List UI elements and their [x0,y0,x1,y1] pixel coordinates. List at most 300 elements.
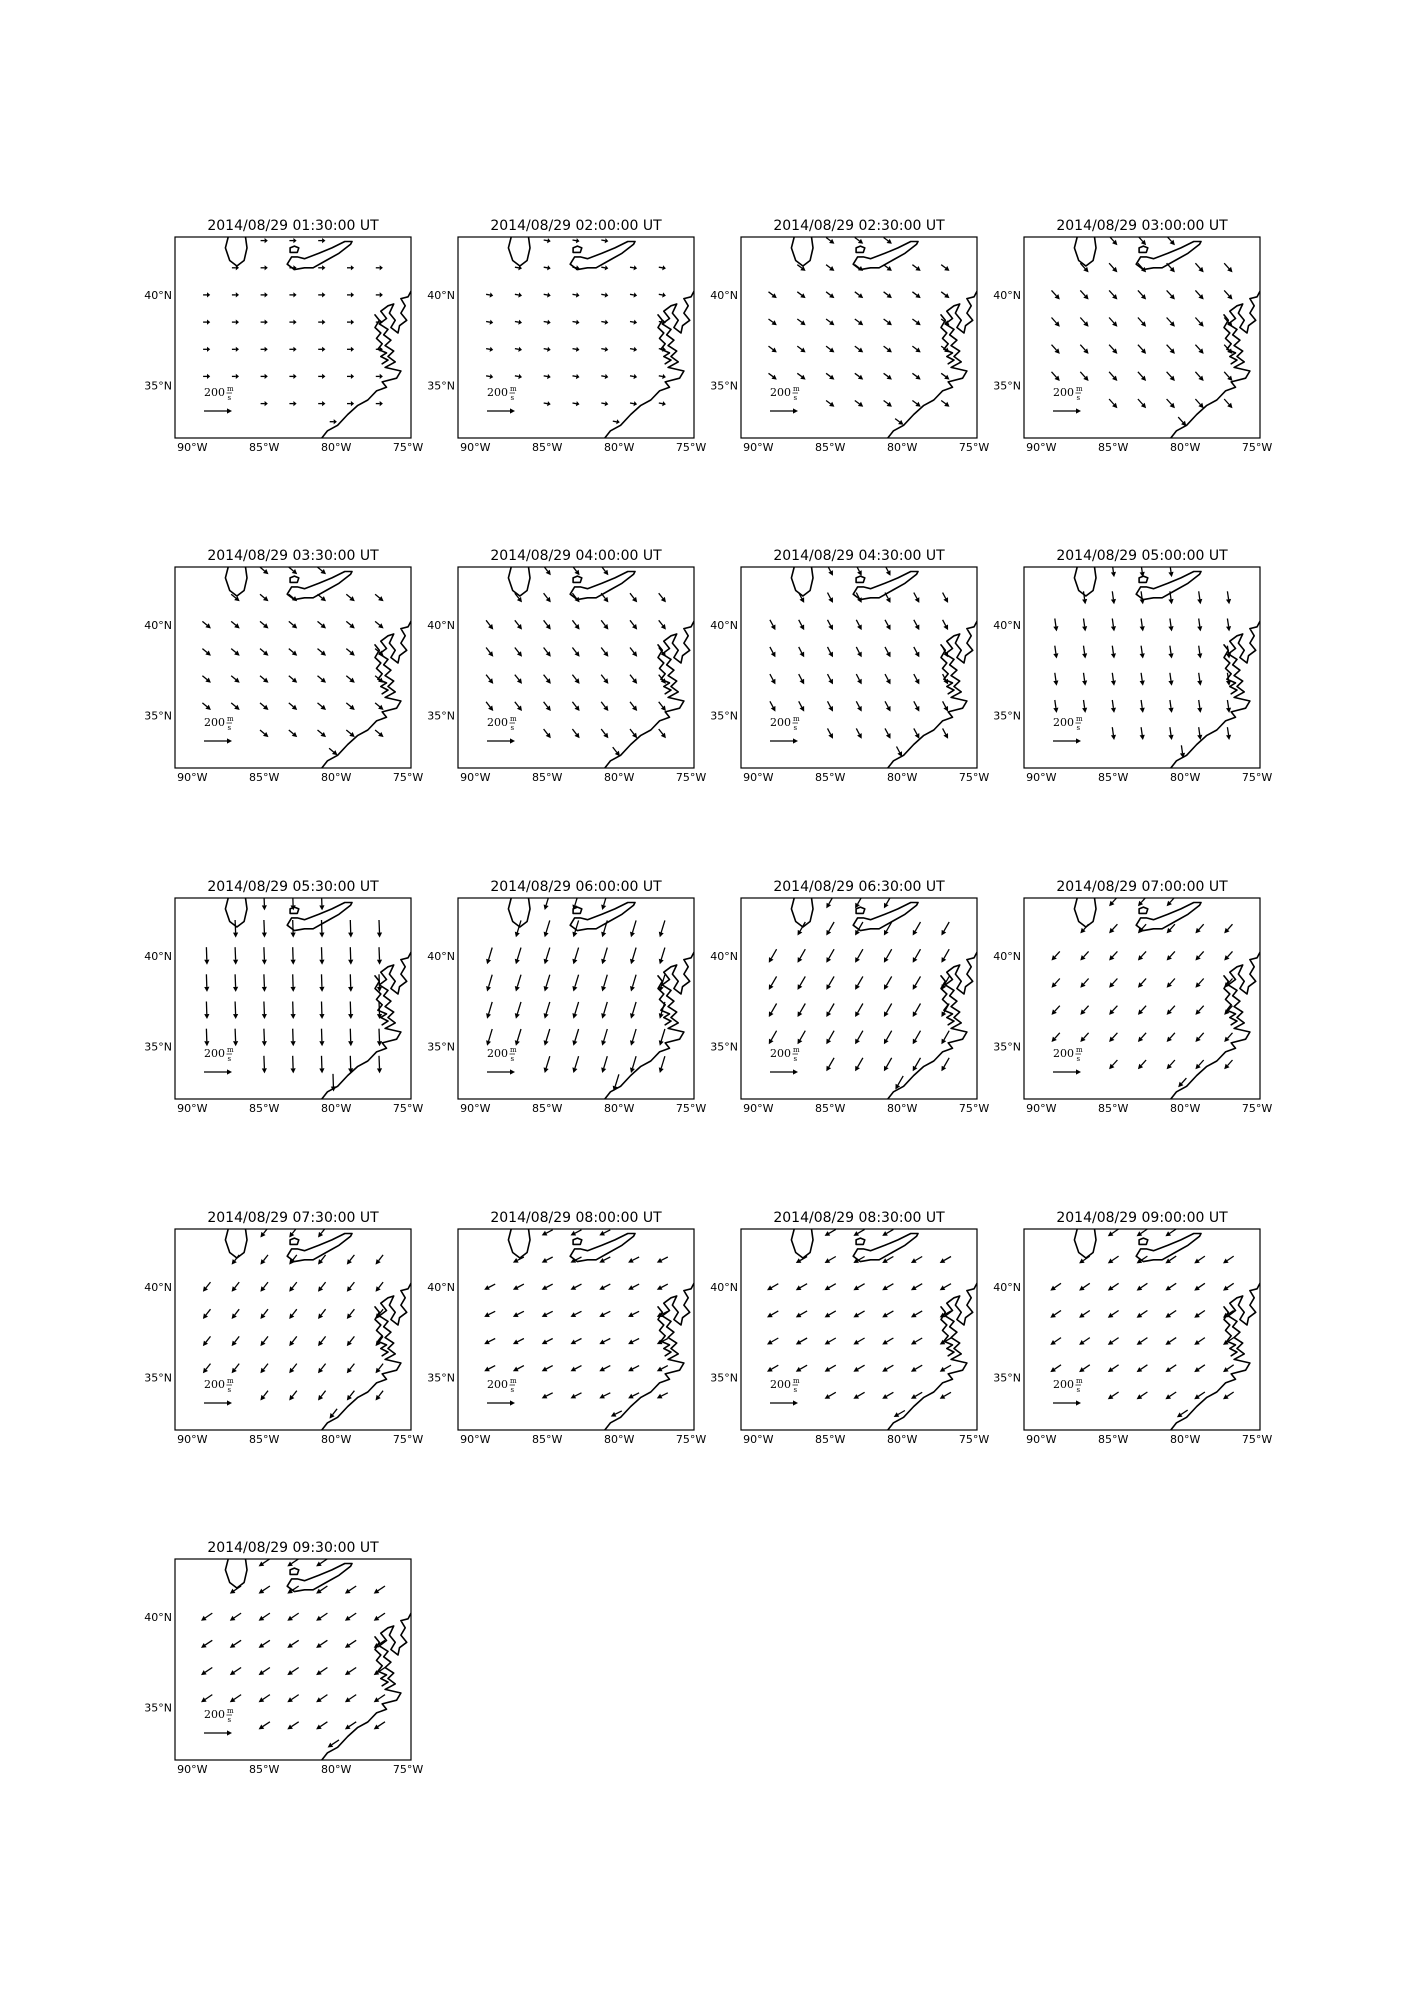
wind-vector [1111,591,1116,604]
lake-st-clair-shore [856,907,865,913]
atlantic-coastline [605,621,694,768]
reference-unit-denominator: s [227,1055,232,1063]
wind-vector [1140,564,1145,577]
wind-vector [261,238,268,243]
wind-vector [346,703,355,710]
wind-vector [346,621,355,628]
wind-vector [232,1282,240,1292]
wind-vector [1197,727,1202,740]
wind-vector [657,1393,668,1399]
x-tick-label: 85°W [532,1433,563,1446]
wind-vector [230,1695,241,1703]
reference-vector [770,408,798,413]
wind-vector [630,1002,636,1019]
wind-vector [855,373,863,379]
wind-vector [1109,1060,1117,1069]
wind-vector [348,1029,353,1047]
y-tick-label: 35°N [427,1371,455,1385]
wind-vector [346,730,355,737]
wind-vector [318,238,325,243]
wind-vector [897,747,903,757]
wind-vector [659,292,666,297]
wind-vector [347,320,354,325]
wind-vector [572,1029,578,1046]
y-tick-label: 35°N [427,709,455,723]
lake-st-clair-shore [573,576,582,582]
wind-vector [630,265,637,270]
wind-vector [943,701,949,711]
wind-vector [203,374,210,379]
reference-magnitude: 200 [1053,1378,1074,1391]
wind-vector [1080,290,1088,299]
wind-vector [345,1695,356,1703]
wind-vector [630,320,637,325]
wind-vector [259,1586,270,1594]
wind-vector [291,974,296,992]
wind-vector [628,1366,639,1372]
wind-vector [826,949,834,963]
wind-vector [1079,1365,1090,1372]
wind-vector [1138,924,1146,933]
wind-vector [799,620,805,630]
wind-vector [347,292,354,297]
wind-vector [884,976,892,990]
wind-vector [1109,290,1117,299]
wind-vector [911,1311,922,1318]
x-tick-label: 90°W [743,771,774,784]
wind-vector [1195,1033,1203,1042]
reference-magnitude: 200 [487,1047,508,1060]
wind-vector [769,373,777,379]
wind-vector [347,1336,355,1346]
wind-vector [912,265,920,271]
wind-vector [796,1311,807,1318]
atlantic-coastline [888,952,977,1099]
x-tick-label: 85°W [249,771,280,784]
wind-vector [291,1002,296,1020]
x-tick-label: 85°W [532,1102,563,1115]
wind-vector [348,1002,353,1020]
wind-vector [1080,979,1088,988]
reference-unit-numerator: m [793,385,800,393]
panel-title: 2014/08/29 07:30:00 UT [207,1210,379,1226]
wind-vector [204,1002,209,1020]
wind-vector [1224,1033,1232,1042]
lake-erie-shore [287,1234,352,1262]
lake-st-clair-shore [1139,576,1148,582]
wind-vector [856,647,861,657]
wind-vector [1052,951,1060,960]
wind-vector [825,1392,836,1399]
wind-vector [233,974,238,992]
map-frame [175,237,411,438]
wind-vector [377,1056,382,1074]
lake-michigan-shore [508,567,530,596]
wind-vector [328,1740,339,1748]
panel-title: 2014/08/29 06:30:00 UT [773,879,945,895]
y-tick-label: 35°N [427,379,455,393]
wind-vector [1195,290,1203,299]
wind-vector [828,620,834,630]
lake-st-clair-shore [290,907,299,913]
y-tick-label: 40°N [710,1280,738,1294]
wind-vector [630,648,637,657]
map-panel [144,548,423,784]
wind-vector [628,1284,639,1290]
wind-vector [826,401,834,407]
wind-vector [1194,1338,1205,1345]
wind-vector [316,1722,327,1730]
lake-michigan-shore [225,237,247,266]
wind-vector [262,1029,267,1047]
wind-vector [319,893,324,911]
reference-unit-denominator: s [227,1386,232,1394]
wind-vector [913,949,921,963]
wind-vector [232,347,239,352]
wind-vector [1165,1338,1176,1345]
panel-title: 2014/08/29 04:00:00 UT [490,548,662,564]
map-panel [993,1210,1272,1446]
wind-vector [542,1339,553,1345]
wind-vector [203,1336,211,1346]
wind-vector [855,265,863,271]
wind-vector [1082,619,1087,632]
wind-vector [542,1284,553,1290]
wind-vector [347,1364,355,1374]
wind-vector [828,593,834,603]
wind-vector [630,593,637,602]
wind-vector [1226,727,1231,740]
wind-vector [289,567,297,574]
wind-vector [1178,417,1186,426]
reference-unit-numerator: m [1076,1046,1083,1054]
lake-michigan-shore [1074,898,1096,927]
wind-vector [542,1230,553,1236]
wind-vector [798,1031,806,1045]
wind-vector [345,1722,356,1730]
lake-erie-shore [1136,572,1201,600]
wind-vector [630,374,637,379]
wind-vector [856,674,861,684]
wind-vector [347,1309,355,1319]
wind-vector [1052,372,1060,381]
wind-vector [484,1366,495,1372]
x-tick-label: 85°W [815,441,846,454]
wind-vector [484,1284,495,1290]
wind-vector [941,949,949,963]
wind-vector [289,649,297,656]
wind-vector [884,346,892,352]
wind-vector [1168,727,1173,740]
reference-vector [487,1069,515,1074]
wind-vector [287,1668,298,1676]
wind-vector [1165,1229,1176,1236]
x-tick-label: 80°W [1170,771,1201,784]
wind-vector [828,674,834,684]
reference-vector [204,1400,232,1405]
panel-title: 2014/08/29 05:30:00 UT [207,879,379,895]
wind-vector [599,1311,610,1317]
wind-vector [287,1559,298,1567]
wind-vector [204,1029,209,1047]
wind-vector [1224,399,1232,408]
wind-vector [318,649,327,656]
wind-vector [544,702,551,711]
wind-vector [289,292,296,297]
x-tick-label: 85°W [249,441,280,454]
wind-vector [231,621,240,628]
wind-vector [377,947,382,965]
x-tick-label: 75°W [1241,441,1273,454]
wind-vector [486,347,493,352]
wind-vector [515,702,522,711]
wind-vector [796,1338,807,1345]
wind-vector [544,1002,550,1019]
wind-vector [377,1029,382,1047]
wind-vector [1167,372,1175,381]
reference-magnitude: 200 [1053,386,1074,399]
wind-vector [571,1311,582,1317]
wind-vector [1167,318,1175,327]
wind-vector [1052,1033,1060,1042]
wind-vector [914,620,920,630]
wind-vector [544,648,551,657]
wind-vector [287,1640,298,1648]
wind-vector [230,1668,241,1676]
y-tick-label: 35°N [710,1371,738,1385]
wind-vector [825,1338,836,1345]
wind-vector [882,1229,893,1236]
wind-vector [1226,591,1231,604]
panel-title: 2014/08/29 02:30:00 UT [773,218,945,234]
wind-vector [572,920,578,937]
wind-vector [289,1391,297,1401]
wind-vector [894,1411,905,1418]
wind-vector [828,728,834,738]
wind-vector [659,729,666,738]
wind-vector [630,729,637,738]
wind-vector [376,374,383,379]
wind-vector [630,975,636,992]
wind-vector [855,292,863,298]
wind-vector [884,238,892,244]
wind-vector [289,401,296,406]
wind-vector [601,292,608,297]
wind-vector [318,347,325,352]
wind-vector [1052,290,1060,299]
wind-vector [1138,263,1146,272]
wind-vector [825,1257,836,1264]
reference-unit-numerator: m [227,1377,234,1385]
wind-vector [289,703,297,710]
wind-vector [884,265,892,271]
wind-vector [1226,700,1231,713]
panel-title: 2014/08/29 02:00:00 UT [490,218,662,234]
y-tick-label: 35°N [710,709,738,723]
reference-unit-denominator: s [510,724,515,732]
reference-magnitude: 200 [204,386,225,399]
wind-vector [346,594,355,601]
wind-vector [1053,700,1058,713]
wind-vector [316,1640,327,1648]
wind-vector [911,1257,922,1264]
reference-magnitude: 200 [1053,716,1074,729]
wind-vector [657,1284,668,1290]
map-panel [427,1210,706,1446]
x-tick-label: 90°W [743,1433,774,1446]
wind-vector [291,1056,296,1074]
reference-vector [1053,738,1081,743]
wind-vector [1109,979,1117,988]
map-panel [710,218,989,454]
wind-vector [599,1339,610,1345]
reference-unit-denominator: s [793,724,798,732]
reference-unit-numerator: m [793,1377,800,1385]
wind-vector [601,893,607,910]
wind-vector [376,1391,384,1401]
x-tick-label: 90°W [177,771,208,784]
reference-unit-numerator: m [227,1046,234,1054]
wind-vector [1111,564,1116,577]
panel-title: 2014/08/29 06:00:00 UT [490,879,662,895]
wind-vector [797,346,805,352]
lake-erie-shore [570,242,635,270]
wind-vector [657,1366,668,1372]
wind-vector [345,1668,356,1676]
wind-vector [1108,1311,1119,1318]
wind-vector [347,1255,355,1265]
wind-vector [260,676,269,683]
wind-vector [1165,1365,1176,1372]
wind-vector [914,674,920,684]
y-tick-label: 35°N [993,709,1021,723]
wind-vector [544,347,551,352]
wind-vector [659,675,666,684]
y-tick-label: 40°N [427,949,455,963]
wind-vector [202,649,211,656]
wind-vector [287,1613,298,1621]
x-tick-label: 80°W [321,771,352,784]
wind-vector [1079,1311,1090,1318]
atlantic-coastline [605,1283,694,1430]
wind-vector [853,1284,864,1291]
panel-title: 2014/08/29 01:30:00 UT [207,218,379,234]
reference-magnitude: 200 [1053,1047,1074,1060]
x-tick-label: 90°W [177,1433,208,1446]
wind-vector [628,1311,639,1317]
wind-vector [1137,1338,1148,1345]
wind-vector [319,947,324,965]
wind-vector [943,620,949,630]
lake-michigan-shore [791,898,813,927]
wind-vector [1140,727,1145,740]
wind-vector [374,1613,385,1621]
lake-michigan-shore [1074,237,1096,266]
wind-vector [204,974,209,992]
wind-vector [203,320,210,325]
wind-vector [1053,673,1058,686]
wind-vector [515,675,522,684]
reference-unit-numerator: m [1076,715,1083,723]
atlantic-coastline [1171,952,1260,1099]
y-tick-label: 40°N [144,1280,172,1294]
wind-vector [289,621,297,628]
wind-vector [262,920,267,938]
wind-vector [601,1002,607,1019]
wind-vector [826,922,834,936]
wind-vector [204,947,209,965]
wind-vector [262,974,267,992]
wind-vector [885,674,891,684]
wind-vector [486,648,493,657]
wind-vector [347,1282,355,1292]
wind-vector [659,401,666,406]
wind-vector [911,1338,922,1345]
reference-vector [204,1730,232,1735]
wind-vector [260,567,269,574]
y-tick-label: 40°N [427,1280,455,1294]
wind-vector [544,401,551,406]
wind-vector [318,1336,326,1346]
wind-vector [1223,1365,1234,1372]
x-tick-label: 75°W [675,441,707,454]
x-tick-label: 75°W [1241,1102,1273,1115]
wind-vector [346,649,355,656]
x-tick-label: 75°W [392,441,424,454]
wind-vector [855,401,863,407]
wind-vector [1108,1283,1119,1290]
wind-vector [572,729,579,738]
wind-vector [855,949,863,963]
y-tick-label: 35°N [427,1040,455,1054]
x-tick-label: 85°W [1098,441,1129,454]
wind-vector [884,292,892,298]
x-tick-label: 75°W [392,1433,424,1446]
wind-vector [260,1336,268,1346]
wind-vector [601,675,608,684]
wind-vector [913,922,921,936]
wind-vector [261,374,268,379]
wind-vector [884,401,892,407]
y-tick-label: 40°N [993,618,1021,632]
wind-vector [1195,372,1203,381]
wind-vector [826,1031,834,1045]
x-tick-label: 85°W [249,1102,280,1115]
x-tick-label: 75°W [958,771,990,784]
reference-vector [204,408,232,413]
lake-michigan-shore [225,1559,247,1588]
wind-vector [1194,1365,1205,1372]
wind-vector [1197,673,1202,686]
wind-vector [828,647,834,657]
wind-vector [826,319,834,325]
wind-vector [601,648,608,657]
y-tick-label: 40°N [993,288,1021,302]
wind-vector [1195,318,1203,327]
wind-vector [260,1364,268,1374]
atlantic-coastline [1171,1283,1260,1430]
wind-vector [1223,1392,1234,1399]
reference-magnitude: 200 [204,1708,225,1721]
wind-vector [319,974,324,992]
x-tick-label: 80°W [321,1102,352,1115]
x-tick-label: 80°W [1170,1433,1201,1446]
reference-unit-numerator: m [227,715,234,723]
x-tick-label: 85°W [249,1433,280,1446]
x-tick-label: 75°W [958,1433,990,1446]
wind-vector [231,703,240,710]
wind-vector [259,1695,270,1703]
